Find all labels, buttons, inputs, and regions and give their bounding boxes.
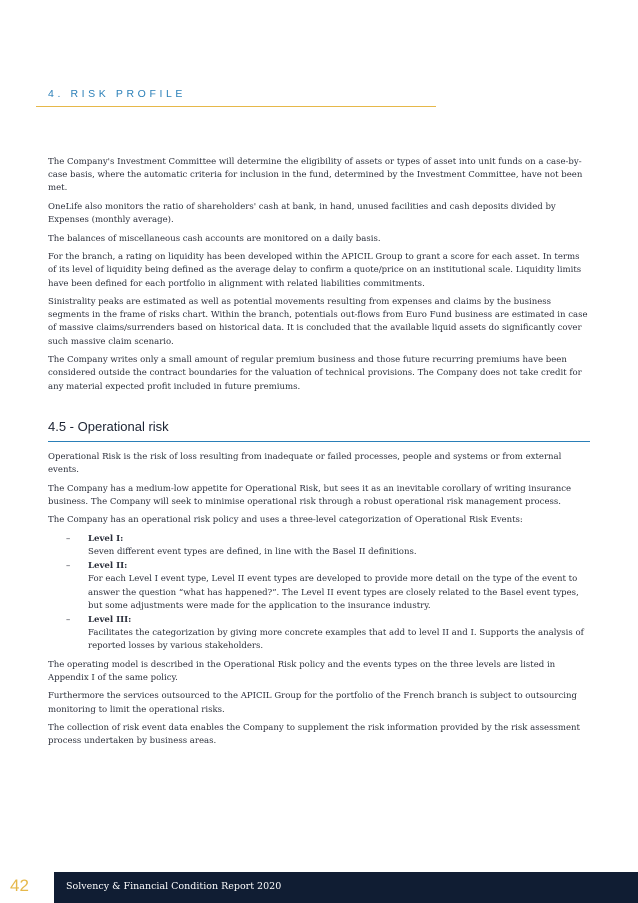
level-title: Level II: <box>88 561 128 572</box>
list-dash: – <box>66 561 71 572</box>
paragraph-outsourcing: Furthermore the services outsourced to the APICIL Group for the portfolio of the French branch is subject to outsourcing monitoring to limit the operational risks. <box>48 691 578 715</box>
paragraph-cash-ratio: OneLife also monitors the ratio of shareholders' cash at bank, in hand, unused facilities and cash deposits divided by Expenses (monthly average). <box>48 201 556 226</box>
section-divider <box>36 106 436 107</box>
operational-risk-divider <box>48 441 590 442</box>
paragraph-risk-policy: The Company has an operational risk policy and uses a three-level categorization of Operational Risk Events: <box>48 515 523 526</box>
risk-levels-list <box>48 533 590 654</box>
list-item <box>48 614 590 654</box>
paragraph-liquidity-rating: For the branch, a rating on liquidity has been developed within the APICIL Group to grant a score for each asset. In terms of its level of liquidity being defined as the average delay to confirm a quote/price on an institutional scale. Liquidity limits have been defined for each portfolio in alignment with related liabilities commitments. <box>48 252 582 289</box>
page-footer <box>0 872 638 903</box>
page-number: 42 <box>10 876 29 895</box>
level-description: Facilitates the categorization by giving more concrete examples that add to level II and I. Supports the analysis of reported losses by various stakeholders. <box>88 628 584 652</box>
list-item <box>48 560 590 613</box>
paragraph-premium-business: The Company writes only a small amount of regular premium business and those future recurring premiums have been considered outside the contract boundaries for the valuation of technical provisions. The Company does not take credit for any material expected profit included in future premiums. <box>48 355 582 392</box>
footer-bar <box>54 872 638 903</box>
paragraph-risk-appetite: The Company has a medium-low appetite for Operational Risk, but sees it as an inevitable corollary of writing insurance business. The Company will seek to minimise operational risk through a robust operational risk management process. <box>48 483 572 507</box>
level-title: Level III: <box>88 615 132 626</box>
page-content <box>48 156 590 754</box>
report-title: Solvency & Financial Condition Report 2020 <box>66 881 282 892</box>
section-heading: 4. RISK PROFILE <box>48 88 187 100</box>
paragraph-sinistrality: Sinistrality peaks are estimated as well as potential movements resulting from expenses and claims by the business segments in the frame of risks chart. Within the branch, potentials out-flows from Euro Fund business are estimated in case of massive claims/surrenders based on historical data. It is concluded that the available liquid assets do significantly cover such massive claim scenario. <box>48 297 588 347</box>
list-dash: – <box>66 533 71 544</box>
paragraph-risk-event-data: The collection of risk event data enables the Company to supplement the risk information provided by the risk assessment process undertaken by business areas. <box>48 723 580 747</box>
list-dash: – <box>66 615 71 626</box>
paragraph-operational-definition: Operational Risk is the risk of loss resulting from inadequate or failed processes, people and systems or from external events. <box>48 451 562 476</box>
paragraph-investment-committee: The Company's Investment Committee will determine the eligibility of assets or types of asset into unit funds on a case-by-case basis, where the automatic criteria for inclusion in the fund, determined by the Investment Committee, have not been met. <box>48 157 583 194</box>
level-description: For each Level I event type, Level II event types are developed to provide more detail on the type of the event to answer the question “what has happened?”. The Level II event types are closely related to the Basel event types, but some adjustments were made for the application to the insurance industry. <box>88 574 579 611</box>
paragraph-operating-model: The operating model is described in the Operational Risk policy and the events types on the three levels are listed in Appendix I of the same policy. <box>48 659 556 683</box>
level-title: Level I: <box>88 533 124 544</box>
paragraph-cash-accounts: The balances of miscellaneous cash accounts are monitored on a daily basis. <box>48 233 381 244</box>
level-description: Seven different event types are defined, in line with the Basel II definitions. <box>88 547 417 558</box>
list-item <box>48 533 590 559</box>
operational-risk-heading: 4.5 - Operational risk <box>48 418 169 434</box>
